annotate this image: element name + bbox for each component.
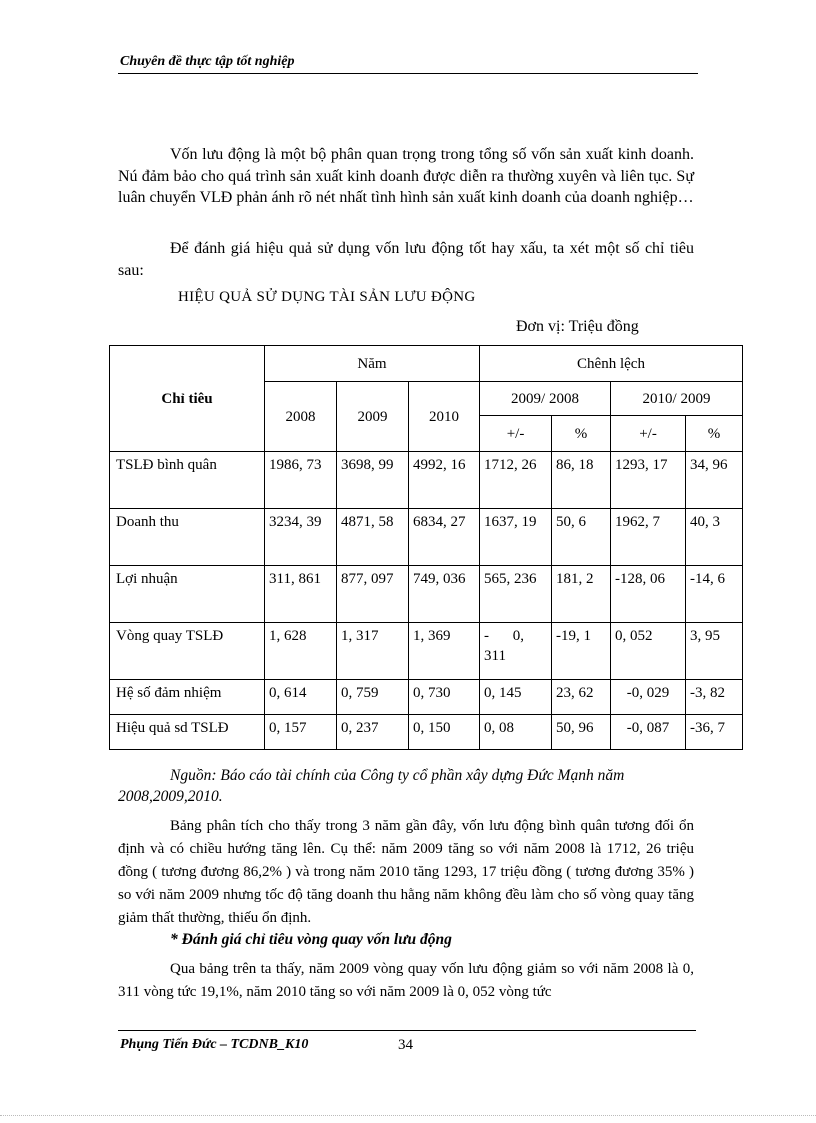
cell-pct-2010-2009: -3, 82 xyxy=(686,680,743,715)
cell-diff-2009-2008: 1637, 19 xyxy=(480,509,552,566)
cell-diff-2010-2009: -0, 087 xyxy=(611,715,686,750)
cell-pct-2010-2009: 40, 3 xyxy=(686,509,743,566)
table-row xyxy=(110,452,743,509)
cell-2009: 4871, 58 xyxy=(337,509,409,566)
row-label: Vòng quay TSLĐ xyxy=(110,623,265,680)
row-label: Doanh thu xyxy=(110,509,265,566)
header-plus-minus-2: +/- xyxy=(611,416,686,452)
page-number: 34 xyxy=(398,1037,413,1053)
table-row xyxy=(110,566,743,623)
cell-pct-2009-2008: 181, 2 xyxy=(552,566,611,623)
cell-pct-2009-2008: 50, 96 xyxy=(552,715,611,750)
cell-2010: 4992, 16 xyxy=(409,452,480,509)
header-divider xyxy=(118,73,698,74)
table-row xyxy=(110,623,743,680)
cell-2009: 877, 097 xyxy=(337,566,409,623)
cell-pct-2010-2009: -36, 7 xyxy=(686,715,743,750)
cell-diff-2009-2008: 0, 08 xyxy=(480,715,552,750)
cell-pct-2010-2009: 34, 96 xyxy=(686,452,743,509)
table-source-note: Nguồn: Báo cáo tài chính của Công ty cổ phần xây dựng Đức Mạnh năm 2008,2009,2010. xyxy=(118,767,625,805)
cell-2008: 0, 157 xyxy=(265,715,337,750)
cell-pct-2009-2008: 86, 18 xyxy=(552,452,611,509)
document-header-title: Chuyên đề thực tập tốt nghiệp xyxy=(120,54,295,69)
cell-diff-2009-2008: - 0, 311 xyxy=(480,623,552,680)
cell-diff-2010-2009: -128, 06 xyxy=(611,566,686,623)
paragraph-turnover: Qua bảng trên ta thấy, năm 2009 vòng quay vốn lưu động giảm so với năm 2008 là 0, 311 vòng tức 19,1%, năm 2010 tăng so với năm 2009 là 0, 052 vòng tức xyxy=(118,961,694,1000)
cell-diff-2009-2008: 0, 145 xyxy=(480,680,552,715)
header-nam: Năm xyxy=(265,346,480,382)
table-row xyxy=(110,715,743,750)
header-percent-2: % xyxy=(686,416,743,452)
cell-diff-2010-2009: 1293, 17 xyxy=(611,452,686,509)
paragraph-criteria: Để đánh giá hiệu quả sử dụng vốn lưu động tốt hay xấu, ta xét một số chỉ tiêu sau: xyxy=(118,240,694,279)
cell-2010: 1, 369 xyxy=(409,623,480,680)
cell-2008: 1, 628 xyxy=(265,623,337,680)
page-bottom-border xyxy=(0,1115,816,1116)
header-2010-2009: 2010/ 2009 xyxy=(611,382,743,416)
table-title: HIỆU QUẢ SỬ DỤNG TÀI SẢN LƯU ĐỘNG xyxy=(178,289,476,305)
header-2009-2008: 2009/ 2008 xyxy=(480,382,611,416)
header-2008: 2008 xyxy=(265,382,337,452)
cell-diff-2009-2008: 565, 236 xyxy=(480,566,552,623)
footer-divider xyxy=(118,1030,696,1031)
row-label: Lợi nhuận xyxy=(110,566,265,623)
row-label: TSLĐ bình quân xyxy=(110,452,265,509)
cell-2010: 6834, 27 xyxy=(409,509,480,566)
cell-2008: 1986, 73 xyxy=(265,452,337,509)
footer-author: Phụng Tiến Đức – TCDNB_K10 xyxy=(120,1037,309,1052)
header-chenh-lech: Chênh lệch xyxy=(480,346,743,382)
cell-diff-2009-2008: 1712, 26 xyxy=(480,452,552,509)
cell-pct-2010-2009: -14, 6 xyxy=(686,566,743,623)
cell-2009: 1, 317 xyxy=(337,623,409,680)
table-row xyxy=(110,680,743,715)
header-percent-1: % xyxy=(552,416,611,452)
cell-diff-2010-2009: -0, 029 xyxy=(611,680,686,715)
table-unit: Đơn vị: Triệu đồng xyxy=(516,318,639,335)
cell-pct-2009-2008: -19, 1 xyxy=(552,623,611,680)
cell-2008: 3234, 39 xyxy=(265,509,337,566)
cell-pct-2009-2008: 50, 6 xyxy=(552,509,611,566)
cell-diff-2010-2009: 0, 052 xyxy=(611,623,686,680)
header-2009: 2009 xyxy=(337,382,409,452)
row-label: Hệ số đảm nhiệm xyxy=(110,680,265,715)
paragraph-intro: Vốn lưu động là một bộ phân quan trọng trong tổng số vốn sản xuất kinh doanh. Nú đảm bảo cho quá trình sản xuất kinh doanh được diễn ra thường xuyên và liên tục. Sự luân chuyển VLĐ phản ánh rõ nét nhất tình hình sản xuất kinh doanh của doanh nghiệp… xyxy=(118,146,694,206)
header-2010: 2010 xyxy=(409,382,480,452)
cell-2009: 0, 759 xyxy=(337,680,409,715)
cell-pct-2010-2009: 3, 95 xyxy=(686,623,743,680)
cell-2009: 0, 237 xyxy=(337,715,409,750)
cell-2010: 749, 036 xyxy=(409,566,480,623)
row-label: Hiệu quả sd TSLĐ xyxy=(110,715,265,750)
cell-2008: 311, 861 xyxy=(265,566,337,623)
efficiency-table xyxy=(109,345,743,750)
header-chi-tieu: Chỉ tiêu xyxy=(110,346,265,452)
cell-diff-2010-2009: 1962, 7 xyxy=(611,509,686,566)
paragraph-analysis: Bảng phân tích cho thấy trong 3 năm gần đây, vốn lưu động bình quân tương đối ổn định và có chiều hướng tăng lên. Cụ thể: năm 2009 tăng so với năm 2008 là 1712, 26 triệu đồng ( tương đương 86,2% ) và trong năm 2010 tăng 1293, 17 triệu đồng ( tương đương 35% ) so với năm 2009 nhưng tốc độ tăng doanh thu hằng năm không đều làm cho số vòng quay tăng giảm thất thường, thiếu ổn định. xyxy=(118,818,694,926)
cell-2010: 0, 730 xyxy=(409,680,480,715)
table-row xyxy=(110,509,743,566)
cell-2008: 0, 614 xyxy=(265,680,337,715)
cell-2010: 0, 150 xyxy=(409,715,480,750)
cell-2009: 3698, 99 xyxy=(337,452,409,509)
header-plus-minus-1: +/- xyxy=(480,416,552,452)
cell-pct-2009-2008: 23, 62 xyxy=(552,680,611,715)
section-subheading: * Đánh giá chỉ tiêu vòng quay vốn lưu động xyxy=(170,931,452,948)
